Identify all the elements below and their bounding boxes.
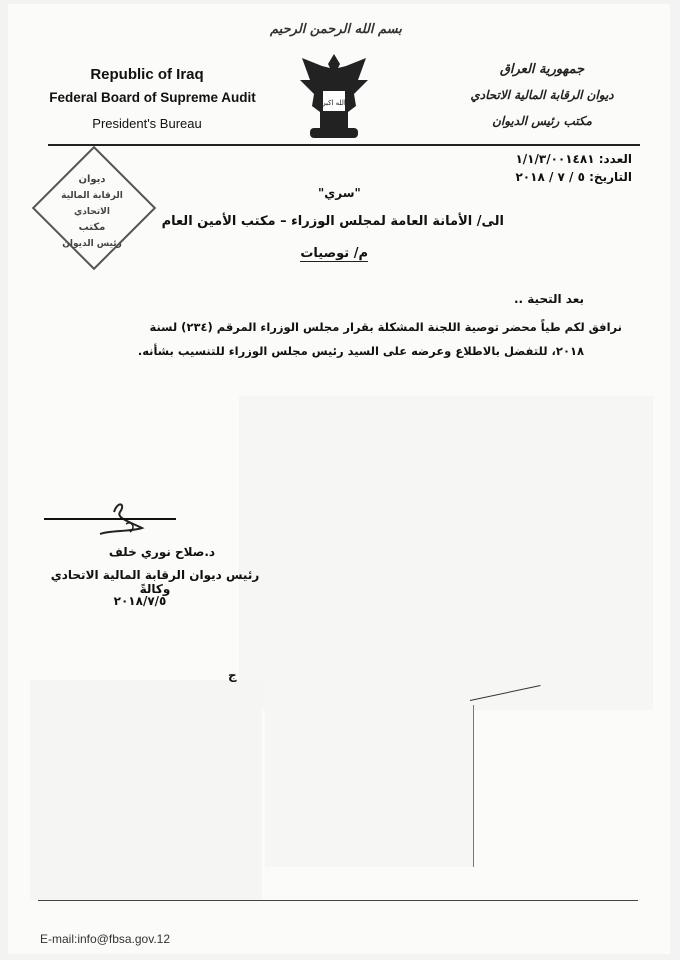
header-en-republic: Republic of Iraq bbox=[90, 66, 204, 83]
footer-divider bbox=[38, 900, 638, 901]
letter-recipient: الى/ الأمانة العامة لمجلس الوزراء – مكتب الأمين العام bbox=[161, 214, 504, 229]
svg-text:الله اكبر: الله اكبر bbox=[322, 99, 346, 107]
signature-date: ٢٠١٨/٧/٥ bbox=[113, 594, 167, 608]
header-divider bbox=[48, 144, 640, 146]
handwritten-signature bbox=[70, 498, 180, 542]
header-en-board: Federal Board of Supreme Audit bbox=[49, 90, 256, 105]
redacted-area-lower-left bbox=[30, 680, 262, 900]
signature-line bbox=[44, 518, 176, 520]
letter-subject: م/ توصيات bbox=[300, 246, 368, 261]
footer-email: E-mail:info@fbsa.gov.12 bbox=[40, 932, 171, 946]
margin-note: ج bbox=[228, 668, 237, 682]
office-stamp-text: ديوان الرقابة المالية الاتحادي مكتب رئيس الديوان bbox=[61, 174, 123, 249]
signatory-title: رئيس ديوان الرقابة المالية الاتحادي وكالةً bbox=[50, 568, 260, 596]
redacted-area-lower bbox=[265, 705, 474, 867]
header-ar-bureau: مكتب رئيس الديوان bbox=[492, 114, 592, 128]
letter-body-line-1: نرافق لكم طياً محضر توصية اللجنة المشكلة بقرار مجلس الوزراء المرقم (٢٣٤) لسنة bbox=[149, 320, 622, 334]
header-en-bureau: President's Bureau bbox=[92, 116, 202, 131]
iraq-eagle-emblem bbox=[296, 50, 372, 142]
reference-date: التاريخ: ٥ / ٧ / ٢٠١٨ bbox=[515, 170, 632, 184]
signatory-name: د.صلاح نوري خلف bbox=[108, 545, 216, 559]
header-ar-board: ديوان الرقابة المالية الاتحادي bbox=[470, 88, 614, 102]
classification-label: "سري" bbox=[318, 186, 361, 200]
basmala: بسم الله الرحمن الرحيم bbox=[270, 22, 402, 37]
letter-greeting: بعد التحية .. bbox=[513, 292, 584, 306]
letter-body-line-2: ٢٠١٨، للتفضل بالاطلاع وعرضه على السيد رئيس مجلس الوزراء للتنسيب بشأنه. bbox=[137, 344, 584, 358]
header-ar-republic: جمهورية العراق bbox=[499, 62, 585, 77]
reference-number: العدد: ١/١/٣/٠٠١٤٨١ bbox=[515, 152, 632, 166]
redacted-area bbox=[240, 397, 652, 709]
